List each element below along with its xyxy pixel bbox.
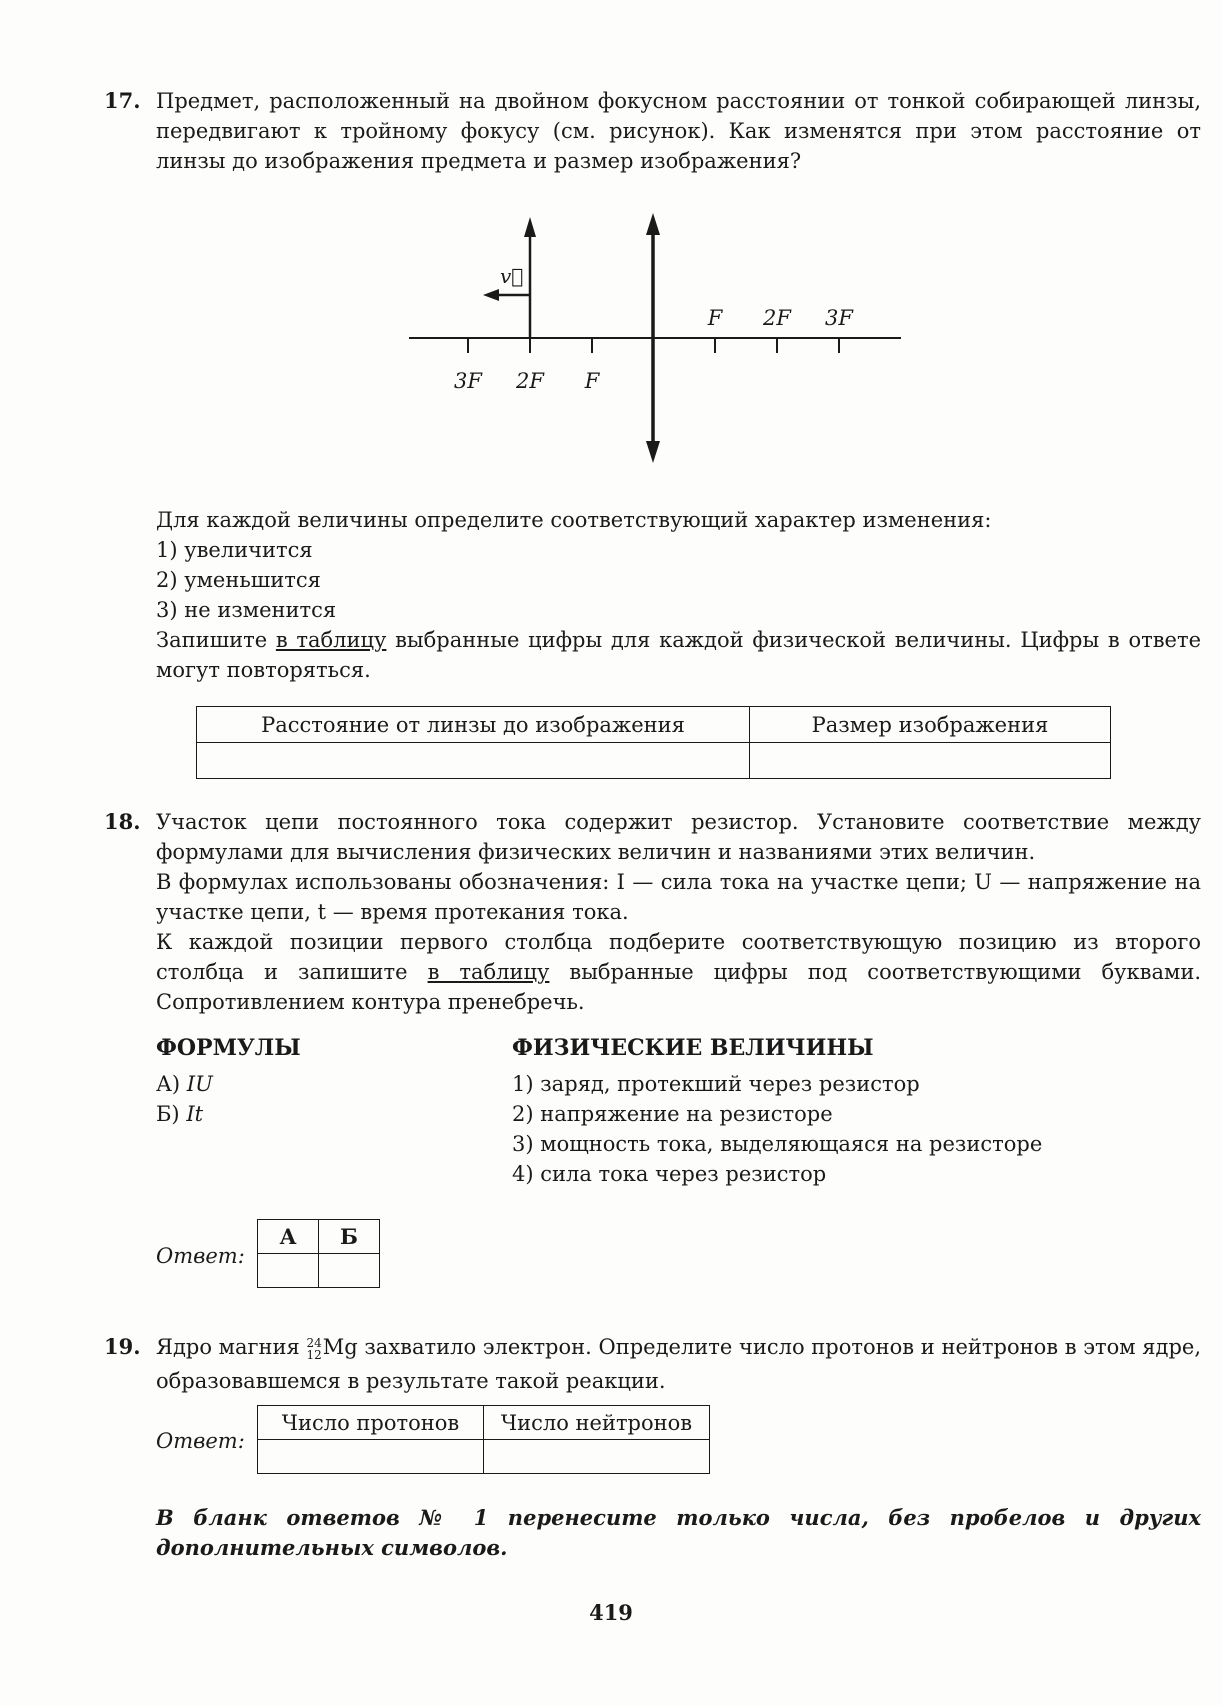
q18-formula-b-letter: Б) (156, 1102, 187, 1126)
q18-answer-header-a: А (258, 1220, 319, 1254)
q18-formula-b (156, 1099, 203, 1129)
q19-isotope-mass: 24 (306, 1335, 322, 1350)
q17-text: Предмет, расположенный на двойном фокусном расстоянии от тонкой собирающей линзы, передвигают к тройному фокусу (см. рисунок). Как изменятся при этом расстояние от линзы до изображения предмета и размер изображения? (156, 89, 1201, 173)
q18-answer-label: Ответ: (156, 1244, 245, 1268)
q17-instruction: Для каждой величины определите соответствующий характер изменения: (156, 508, 992, 532)
label-left-f: F (584, 369, 600, 393)
q18-answer-cell-a[interactable] (258, 1254, 319, 1288)
q18-text3-prefix: К каждой позиции первого столбца подберите соответствующую позицию из второго столбца и запишите (156, 930, 1201, 984)
q17-header-distance: Расстояние от линзы до изображения (197, 707, 750, 743)
q18-text3-link: в таблицу (427, 960, 550, 984)
q18-text2: В формулах использованы обозначения: I — сила тока на участке цепи; U — напряжение на участке цепи, t — время протекания тока. (156, 870, 1201, 924)
label-right-3f: 3F (825, 306, 853, 330)
q17-answer-table (196, 706, 1111, 779)
q19-answer-cell-neutrons[interactable] (484, 1440, 710, 1474)
lens-arrow-bottom (646, 441, 660, 463)
q18-formula-a (156, 1069, 213, 1099)
q17-write-prefix: Запишите (156, 628, 276, 652)
footer-note: В бланк ответов № 1 перенесите только числа, без пробелов и других дополнительных символов. (156, 1505, 1201, 1560)
q19-text-prefix: Ядро магния (156, 1335, 307, 1359)
q17-write-suffix: выбранные цифры для каждой физической величины. Цифры в ответе могут повторяться. (156, 628, 1202, 682)
q18-number: 18. (104, 809, 141, 834)
q19-text (156, 1330, 1201, 1398)
q19-answer-table (257, 1405, 710, 1474)
q17-answer-cell-distance[interactable] (197, 743, 750, 779)
lens-arrow-top (646, 213, 660, 235)
q17-number: 17. (104, 88, 141, 113)
q17-option-3: 3) не изменится (156, 598, 337, 622)
q19-answer-label: Ответ: (156, 1429, 245, 1453)
q18-text3 (156, 927, 1201, 1017)
page-number: 419 (589, 1600, 633, 1625)
q19-text-suffix: захватило электрон. Определите число протонов и нейтронов в этом ядре, образовавшемся в результате такой реакции. (156, 1335, 1201, 1393)
label-right-2f: 2F (763, 306, 791, 330)
q17-write-link: в таблицу (275, 628, 387, 652)
q17-header-size: Размер изображения (750, 707, 1111, 743)
q19-header-neutrons: Число нейтронов (484, 1406, 710, 1440)
q19-isotope-z: 12 (306, 1347, 322, 1362)
q19-header-protons: Число протонов (258, 1406, 484, 1440)
q18-quantity-4: 4) сила тока через резистор (512, 1162, 827, 1186)
object-arrow-head (524, 217, 536, 237)
q18-col1-header: ФОРМУЛЫ (156, 1035, 301, 1061)
q19-answer-cell-protons[interactable] (258, 1440, 484, 1474)
q18-col2-header: ФИЗИЧЕСКИЕ ВЕЛИЧИНЫ (512, 1035, 874, 1061)
q19-number: 19. (104, 1334, 141, 1359)
q18-formula-a-letter: А) (156, 1072, 187, 1096)
q18-quantity-3: 3) мощность тока, выделяющаяся на резисторе (512, 1132, 1043, 1156)
q17-option-2: 2) уменьшится (156, 568, 321, 592)
q18-quantity-2: 2) напряжение на резисторе (512, 1102, 833, 1126)
q18-answer-table (257, 1219, 380, 1288)
q18-answer-cell-b[interactable] (319, 1254, 380, 1288)
q19-isotope-symbol: Mg (322, 1335, 358, 1359)
q18-text3-suffix: выбранные цифры под соответствующими буквами. Сопротивлением контура пренебречь. (156, 960, 1201, 1014)
q18-text1: Участок цепи постоянного тока содержит резистор. Установите соответствие между формулами для вычисления физических величин и названиями этих величин. (156, 810, 1201, 864)
label-left-2f: 2F (516, 369, 544, 393)
lens-diagram (405, 205, 905, 470)
velocity-label: v⃗ (500, 264, 524, 288)
label-right-f: F (707, 306, 723, 330)
q17-option-1: 1) увеличится (156, 538, 313, 562)
q19-isotope-indices (306, 1337, 321, 1361)
q18-quantity-1: 1) заряд, протекший через резистор (512, 1072, 920, 1096)
q18-formula-b-expr: It (186, 1102, 204, 1126)
label-left-3f: 3F (454, 369, 482, 393)
q18-formula-a-expr: IU (186, 1072, 213, 1096)
velocity-arrow-head (483, 289, 499, 301)
q17-write-instruction (156, 625, 1201, 685)
q17-answer-cell-size[interactable] (750, 743, 1111, 779)
q18-answer-header-b: Б (319, 1220, 380, 1254)
